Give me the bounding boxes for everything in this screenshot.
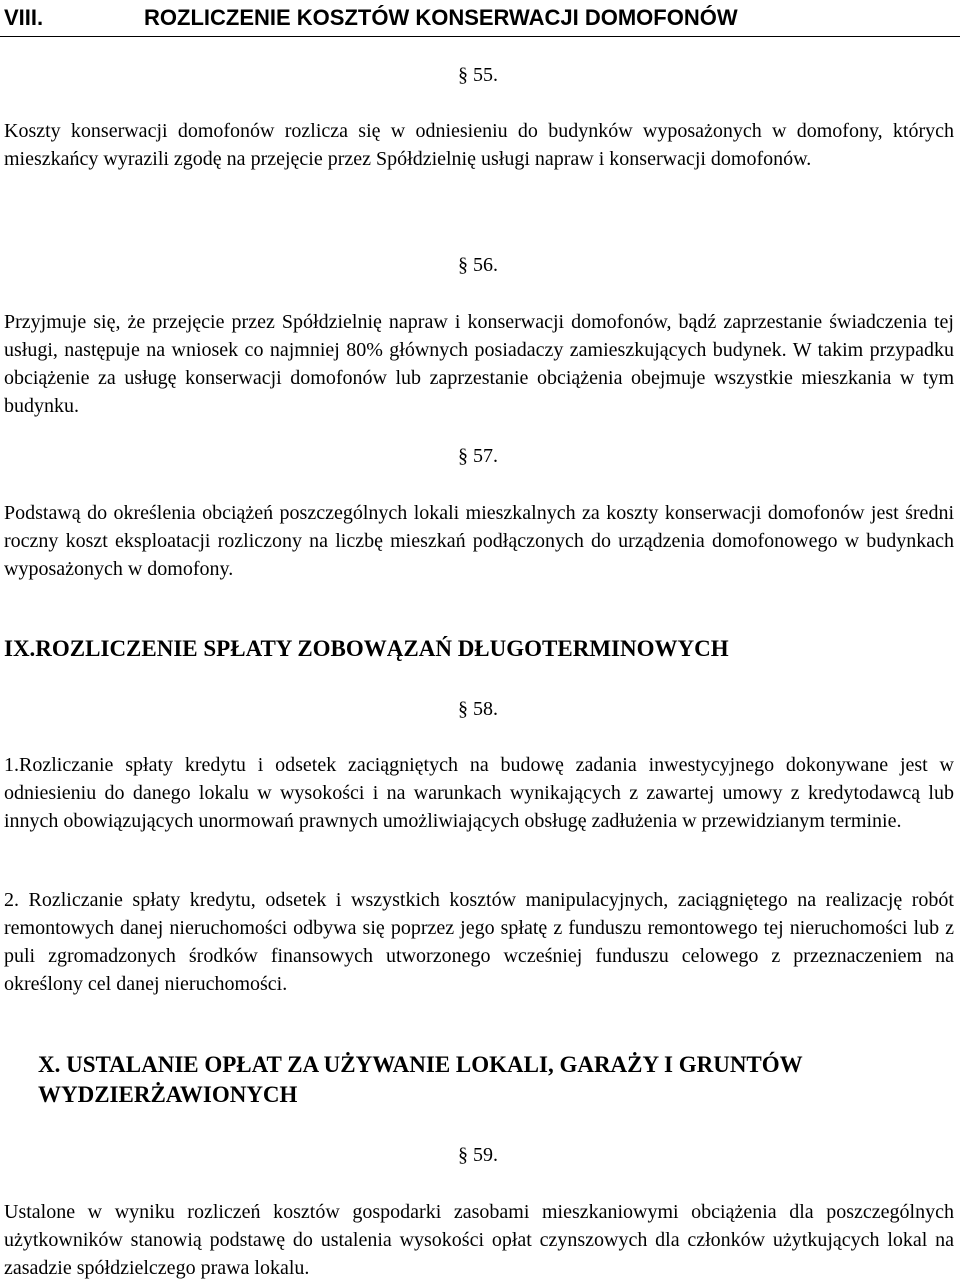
heading-underline: [0, 36, 960, 37]
section-title: ROZLICZENIE KOSZTÓW KONSERWACJI DOMOFONÓW: [144, 5, 738, 30]
section-9-title: IX.ROZLICZENIE SPŁATY ZOBOWĄZAŃ DŁUGOTERMINOWYCH: [4, 636, 729, 661]
paragraph-56-text: Przyjmuje się, że przejęcie przez Spółdzielnię napraw i konserwacji domofonów, bądź zaprzestanie świadczenia tej usługi, następuje na wniosek co najmniej 80% głównych posiadaczy zamieszkujących budynek. W takim przypadku obciążenie za usługę konserwacji domofonów lub zaprzestanie obciążenia obejmuje wszystkie mieszkania w tym budynku.: [4, 311, 954, 417]
paragraph-59-text: Ustalone w wyniku rozliczeń kosztów gospodarki zasobami mieszkaniowymi obciążenia dla poszczególnych użytkowników stanowią podstawę do ustalenia wysokości opłat czynszowych dla członków użytkujących lokal na zasadzie spółdzielczego prawa lokalu.: [4, 1201, 954, 1279]
paragraph-55-text: Koszty konserwacji domofonów rozlicza się w odniesieniu do budynków wyposażonych w domofony, których mieszkańcy wyrazili zgodę na przejęcie przez Spółdzielnię usługi napraw i konserwacji domofonów.: [4, 120, 954, 170]
paragraph-58-item-2: 2. Rozliczanie spłaty kredytu, odsetek i wszystkich kosztów manipulacyjnych, zaciągniętego na realizację robót remontowych danej nieruchomości odbywa się poprzez jego spłatę z funduszu remontowego tej nieruchomości lub z puli zgromadzonych środków finansowych utworzonego wcześniej funduszu celowego z przeznaczeniem na określony cel danej nieruchomości.: [4, 889, 954, 995]
section-10-title-line-1: X. USTALANIE OPŁAT ZA UŻYWANIE LOKALI, GARAŻY I GRUNTÓW: [38, 1052, 803, 1077]
paragraph-57-text: Podstawą do określenia obciążeń poszczególnych lokali mieszkalnych za koszty konserwacji domofonów jest średni roczny koszt eksploatacji rozliczony na liczbę mieszkań podłączonych do urządzenia domofonowego w budynkach wyposażonych w domofony.: [4, 502, 954, 580]
section-number: VIII.: [4, 5, 44, 30]
paragraph-mark-57: § 57.: [458, 445, 498, 467]
paragraph-mark-55: § 55.: [458, 64, 498, 86]
paragraph-58-item-1: 1.Rozliczanie spłaty kredytu i odsetek zaciągniętych na budowę zadania inwestycyjnego dokonywane jest w odniesieniu do danego lokalu w wysokości i na warunkach wynikających z zawartej umowy z kredytodawcą lub innych obowiązujących unormowań prawnych umożliwiających obsługę zadłużenia w przewidzianym terminie.: [4, 754, 954, 832]
paragraph-mark-56: § 56.: [458, 254, 498, 276]
paragraph-mark-59: § 59.: [458, 1144, 498, 1166]
paragraph-mark-58: § 58.: [458, 698, 498, 720]
section-10-title-line-2: WYDZIERŻAWIONYCH: [38, 1082, 298, 1107]
